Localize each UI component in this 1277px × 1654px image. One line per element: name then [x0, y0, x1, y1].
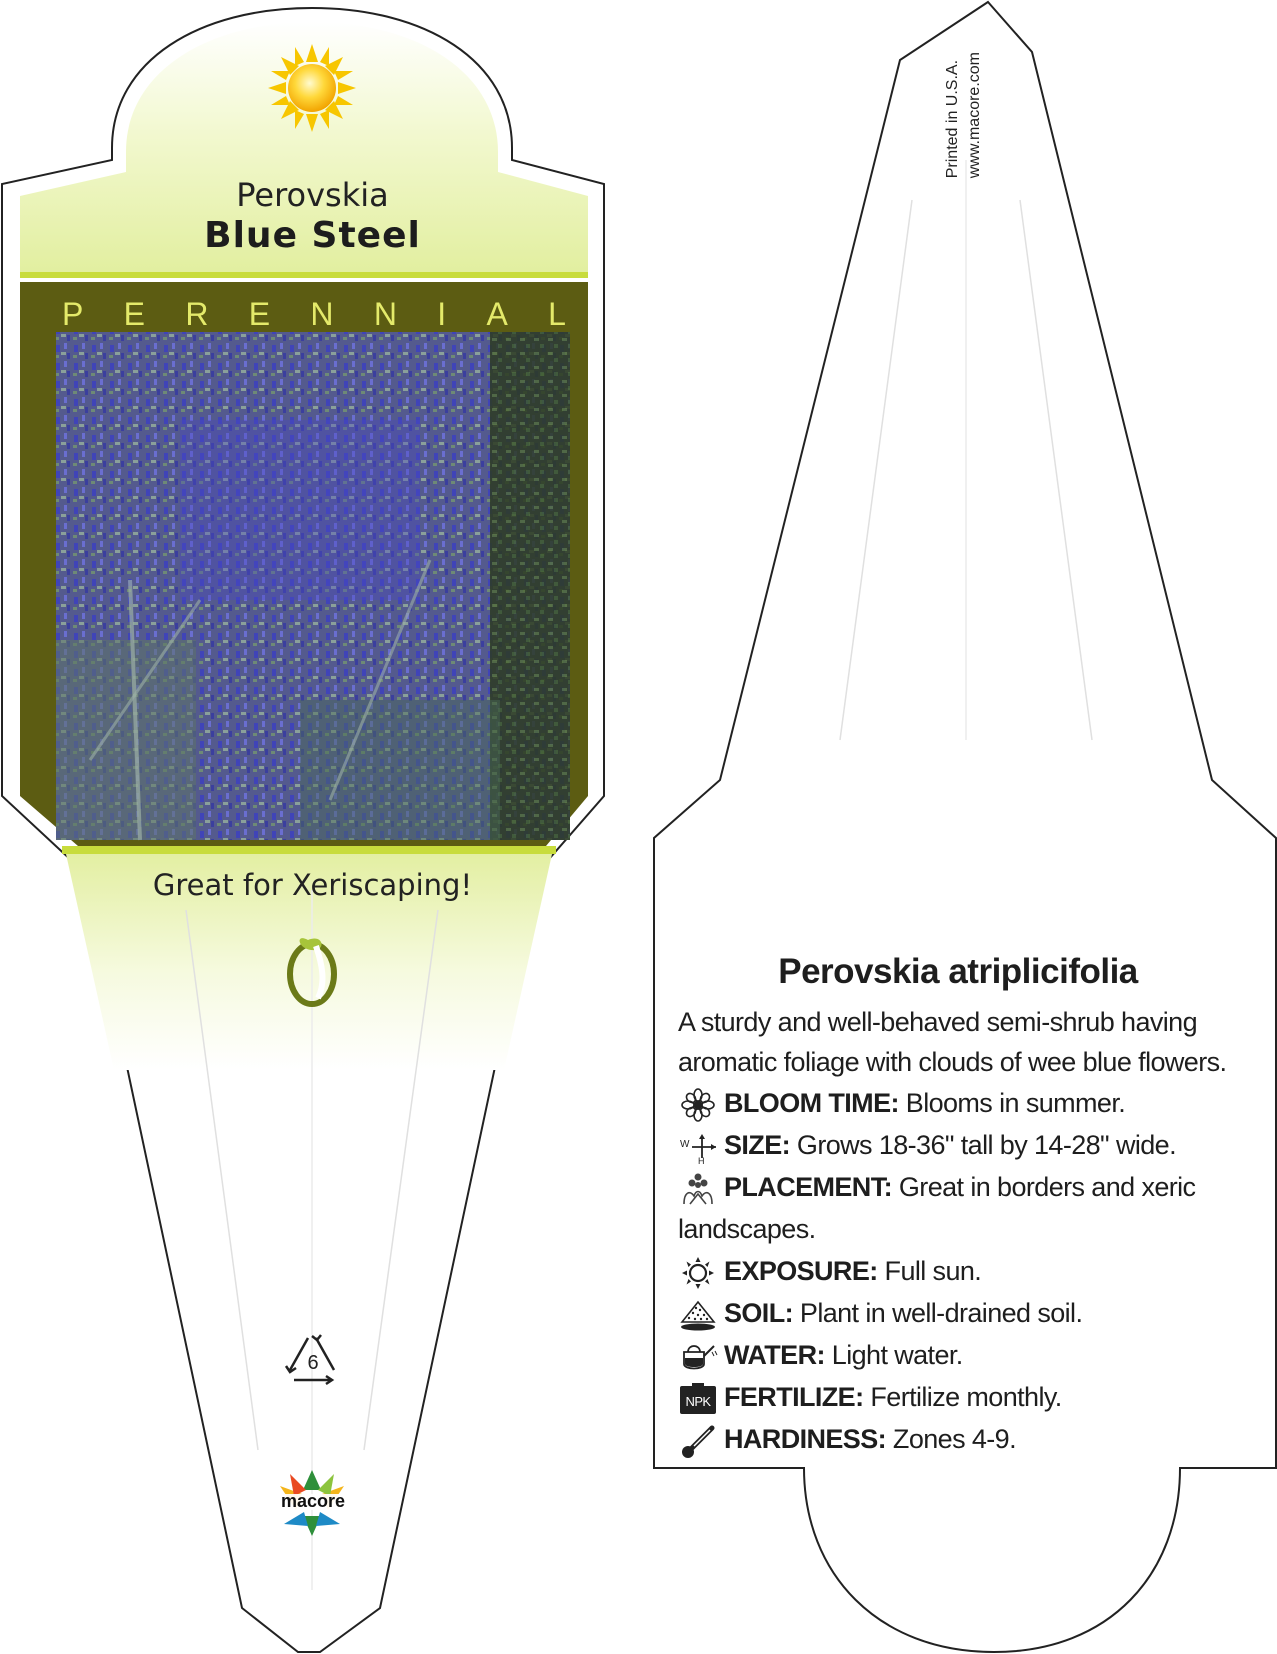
sun-icon — [678, 1256, 718, 1290]
watering-can-icon — [678, 1340, 718, 1374]
npk-icon — [678, 1382, 718, 1416]
svg-text:H: H — [698, 1155, 704, 1164]
placement-value-cont: landscapes. — [678, 1214, 816, 1244]
sun-icon — [268, 44, 356, 132]
category-letter: P — [62, 296, 84, 332]
fertilize-label: FERTILIZE: — [724, 1382, 864, 1412]
bloom-time-row — [678, 1082, 1238, 1124]
exposure-value: Full sun. — [884, 1256, 982, 1286]
category-letter: N — [310, 296, 334, 332]
svg-text:W: W — [680, 1138, 689, 1150]
npk-text: NPK — [685, 1393, 711, 1409]
tagline: Great for Xeriscaping! — [152, 868, 473, 902]
size-label: SIZE: — [724, 1130, 791, 1160]
printed-credit — [942, 52, 986, 178]
size-value: Grows 18-36" tall by 14-28" wide. — [796, 1130, 1176, 1160]
bloom-time-label: BLOOM TIME: — [724, 1088, 899, 1118]
soil-value: Plant in well-drained soil. — [799, 1298, 1083, 1328]
bloom-time-value: Blooms in summer. — [905, 1088, 1126, 1118]
fertilize-value: Fertilize monthly. — [870, 1382, 1062, 1412]
category-letter: R — [185, 296, 209, 332]
fertilize-row — [678, 1376, 1238, 1418]
exposure-label: EXPOSURE: — [724, 1256, 878, 1286]
hardiness-value: Zones 4-9. — [892, 1424, 1016, 1454]
printed-in: Printed in U.S.A. — [944, 59, 961, 179]
placement-row — [678, 1166, 1238, 1250]
plant-photo — [56, 332, 570, 840]
cultivar-name: Blue Steel — [204, 215, 421, 256]
category-letter: E — [248, 296, 271, 332]
water-value: Light water. — [831, 1340, 963, 1370]
placement-value: Great in borders and xeric — [898, 1172, 1196, 1202]
width-height-icon — [678, 1130, 718, 1164]
brand-name: macore — [280, 1491, 346, 1511]
water-label: WATER: — [724, 1340, 825, 1370]
category-letter: A — [486, 296, 508, 332]
size-row — [678, 1124, 1238, 1166]
category-letter: L — [548, 296, 566, 332]
exposure-row — [678, 1250, 1238, 1292]
water-row — [678, 1334, 1238, 1376]
soil-label: SOIL: — [724, 1298, 793, 1328]
website: www.macore.com — [966, 52, 983, 179]
latin-name: Perovskia atriplicifolia — [778, 952, 1138, 991]
thermometer-icon — [678, 1424, 718, 1458]
placement-label: PLACEMENT: — [724, 1172, 892, 1202]
category-letter: N — [373, 296, 397, 332]
category-letter: I — [437, 296, 447, 332]
description: A sturdy and well-behaved semi-shrub having aromatic foliage with clouds of wee blue flowers. — [678, 1007, 1227, 1077]
soil-icon — [678, 1298, 718, 1332]
recycle-code: 6 — [307, 1352, 319, 1374]
soil-row — [678, 1292, 1238, 1334]
placement-icon — [678, 1172, 718, 1206]
flower-icon — [678, 1088, 718, 1122]
care-info — [678, 952, 1238, 1460]
category-label — [40, 296, 588, 333]
hardiness-label: HARDINESS: — [724, 1424, 887, 1454]
genus-name: Perovskia — [236, 176, 389, 214]
category-letter: E — [123, 296, 145, 332]
hardiness-row — [678, 1418, 1238, 1460]
